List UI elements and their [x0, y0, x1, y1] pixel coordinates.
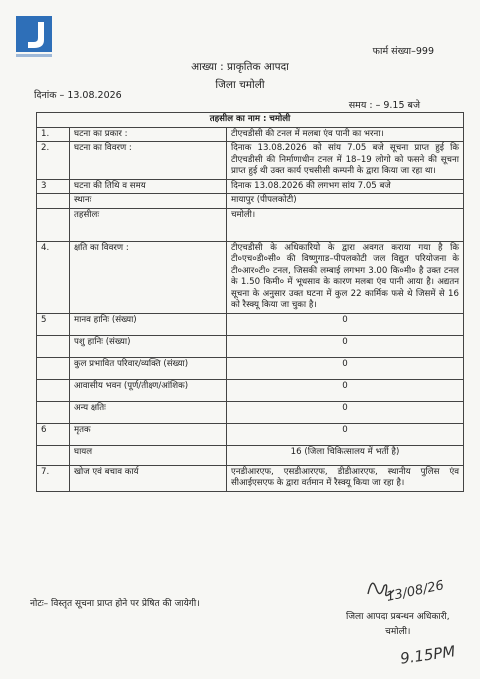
row-value: 0: [227, 401, 464, 423]
row-value: दिनाक 13.08.2026 की लगभग सांय 7.05 बजे: [227, 179, 464, 194]
table-row: [37, 423, 464, 445]
report-title: आख्या : प्राकृतिक आपदा: [191, 61, 289, 73]
footer-note: नोटः– विस्तृत सूचना प्राप्त होने पर प्रेषित की जायेगी।: [30, 599, 200, 609]
row-label: तहसीलः: [70, 208, 227, 241]
row-number: [37, 335, 70, 357]
report-table: [36, 112, 464, 492]
report-time: समय : – 9.15 बजे: [348, 100, 420, 111]
row-number: [37, 401, 70, 423]
row-number: [37, 357, 70, 379]
row-number: [37, 445, 70, 465]
report-date: दिनांक – 13.08.2026: [34, 90, 122, 101]
row-value: टीएचडीसी के अधिकारियो के द्वारा अवगत कराया गया है कि टी०एच०डी०सी० की विष्णुगाड–पीपलकोटी जल विद्युत परियोजना के टी०आर०टी० टनल, जिसकी लम्बाई लगभग 3.00 कि०मी० है उक्त टनल के 1.50 किमी० में भूधसाव के कारण मलबा एंव पानी आया है। अद्यतन सूचना के अनुसार उक्त घटना में कुल 22 कार्मिक फसे थे जिसमें से 16 को रैस्क्यू किया जा चुका है।: [227, 241, 464, 313]
row-label: घटना का विवरण :: [70, 142, 227, 180]
table-row: [37, 465, 464, 491]
table-row: [37, 194, 464, 209]
row-value: 0: [227, 313, 464, 335]
signatory-block: [346, 610, 450, 641]
office-place: चमोली।: [385, 627, 411, 638]
row-value: चमोली।: [227, 208, 464, 241]
table-row: [37, 445, 464, 465]
row-label: कुल प्रभावित परिवार/व्यक्ति (संख्या): [70, 357, 227, 379]
table-row: [37, 357, 464, 379]
row-value: मायापुर (पीपलकोटी): [227, 194, 464, 209]
row-number: [37, 379, 70, 401]
row-label: मृतक: [70, 423, 227, 445]
handwritten-date: 13/08/26: [385, 578, 446, 605]
row-number: 3: [37, 179, 70, 194]
tehsil-heading: तहसील का नाम : चमोली: [37, 113, 464, 128]
handwritten-time: 9.15PM: [399, 642, 457, 668]
table-row: [37, 335, 464, 357]
newspaper-logo-icon: [16, 16, 52, 60]
row-number: 7.: [37, 465, 70, 491]
table-row: [37, 379, 464, 401]
table-row: [37, 313, 464, 335]
row-value: टीएचडीसी की टनल में मलबा एंव पानी का भरना।: [227, 127, 464, 142]
row-label: खोज एवं बचाव कार्य: [70, 465, 227, 491]
row-value: 0: [227, 423, 464, 445]
form-number: फार्म संख्या–999: [372, 46, 434, 57]
table-row: [37, 127, 464, 142]
row-value: दिनाक 13.08.2026 को सांय 7.05 बजे सूचना प्राप्त हुई कि टीएचडीसी की निर्माणाधीन टनल में 18–19 लोगो को फसने की सूचना प्राप्त हुई थी उक्त कार्य एचसीसी कम्पनी के द्वारा किया जा रहा था।: [227, 142, 464, 180]
row-value: 0: [227, 357, 464, 379]
row-value: 16 (जिला चिकित्सालय में भर्ती है): [227, 445, 464, 465]
row-value: 0: [227, 335, 464, 357]
table-row: [37, 179, 464, 194]
row-label: आवासीय भवन (पूर्ण/तीक्ष्ण/आंशिक): [70, 379, 227, 401]
row-value: एनडीआरएफ, एसडीआरएफ, डीडीआरएफ, स्थानीय पुलिस एंव सीआईएसएफ के द्वारा वर्तमान में रैस्क्यू किया जा रहा है।: [227, 465, 464, 491]
row-label: मानव हानिः (संख्या): [70, 313, 227, 335]
table-row: [37, 142, 464, 180]
row-number: 5: [37, 313, 70, 335]
row-number: [37, 194, 70, 209]
row-label: स्थानः: [70, 194, 227, 209]
table-row: [37, 241, 464, 313]
row-number: 1.: [37, 127, 70, 142]
row-number: [37, 208, 70, 241]
district-name: जिला चमोली: [215, 79, 265, 91]
officer-designation: जिला आपदा प्रबन्धन अधिकारी,: [346, 612, 450, 622]
row-number: 2.: [37, 142, 70, 180]
row-label: अन्य क्षतिः: [70, 401, 227, 423]
table-row: [37, 401, 464, 423]
row-label: घायल: [70, 445, 227, 465]
row-number: 4.: [37, 241, 70, 313]
row-label: घटना की तिथि व समय: [70, 179, 227, 194]
row-number: 6: [37, 423, 70, 445]
row-value: 0: [227, 379, 464, 401]
table-row: [37, 208, 464, 241]
row-label: घटना का प्रकार :: [70, 127, 227, 142]
row-label: क्षति का विवरण :: [70, 241, 227, 313]
row-label: पशु हानिः (संख्या): [70, 335, 227, 357]
